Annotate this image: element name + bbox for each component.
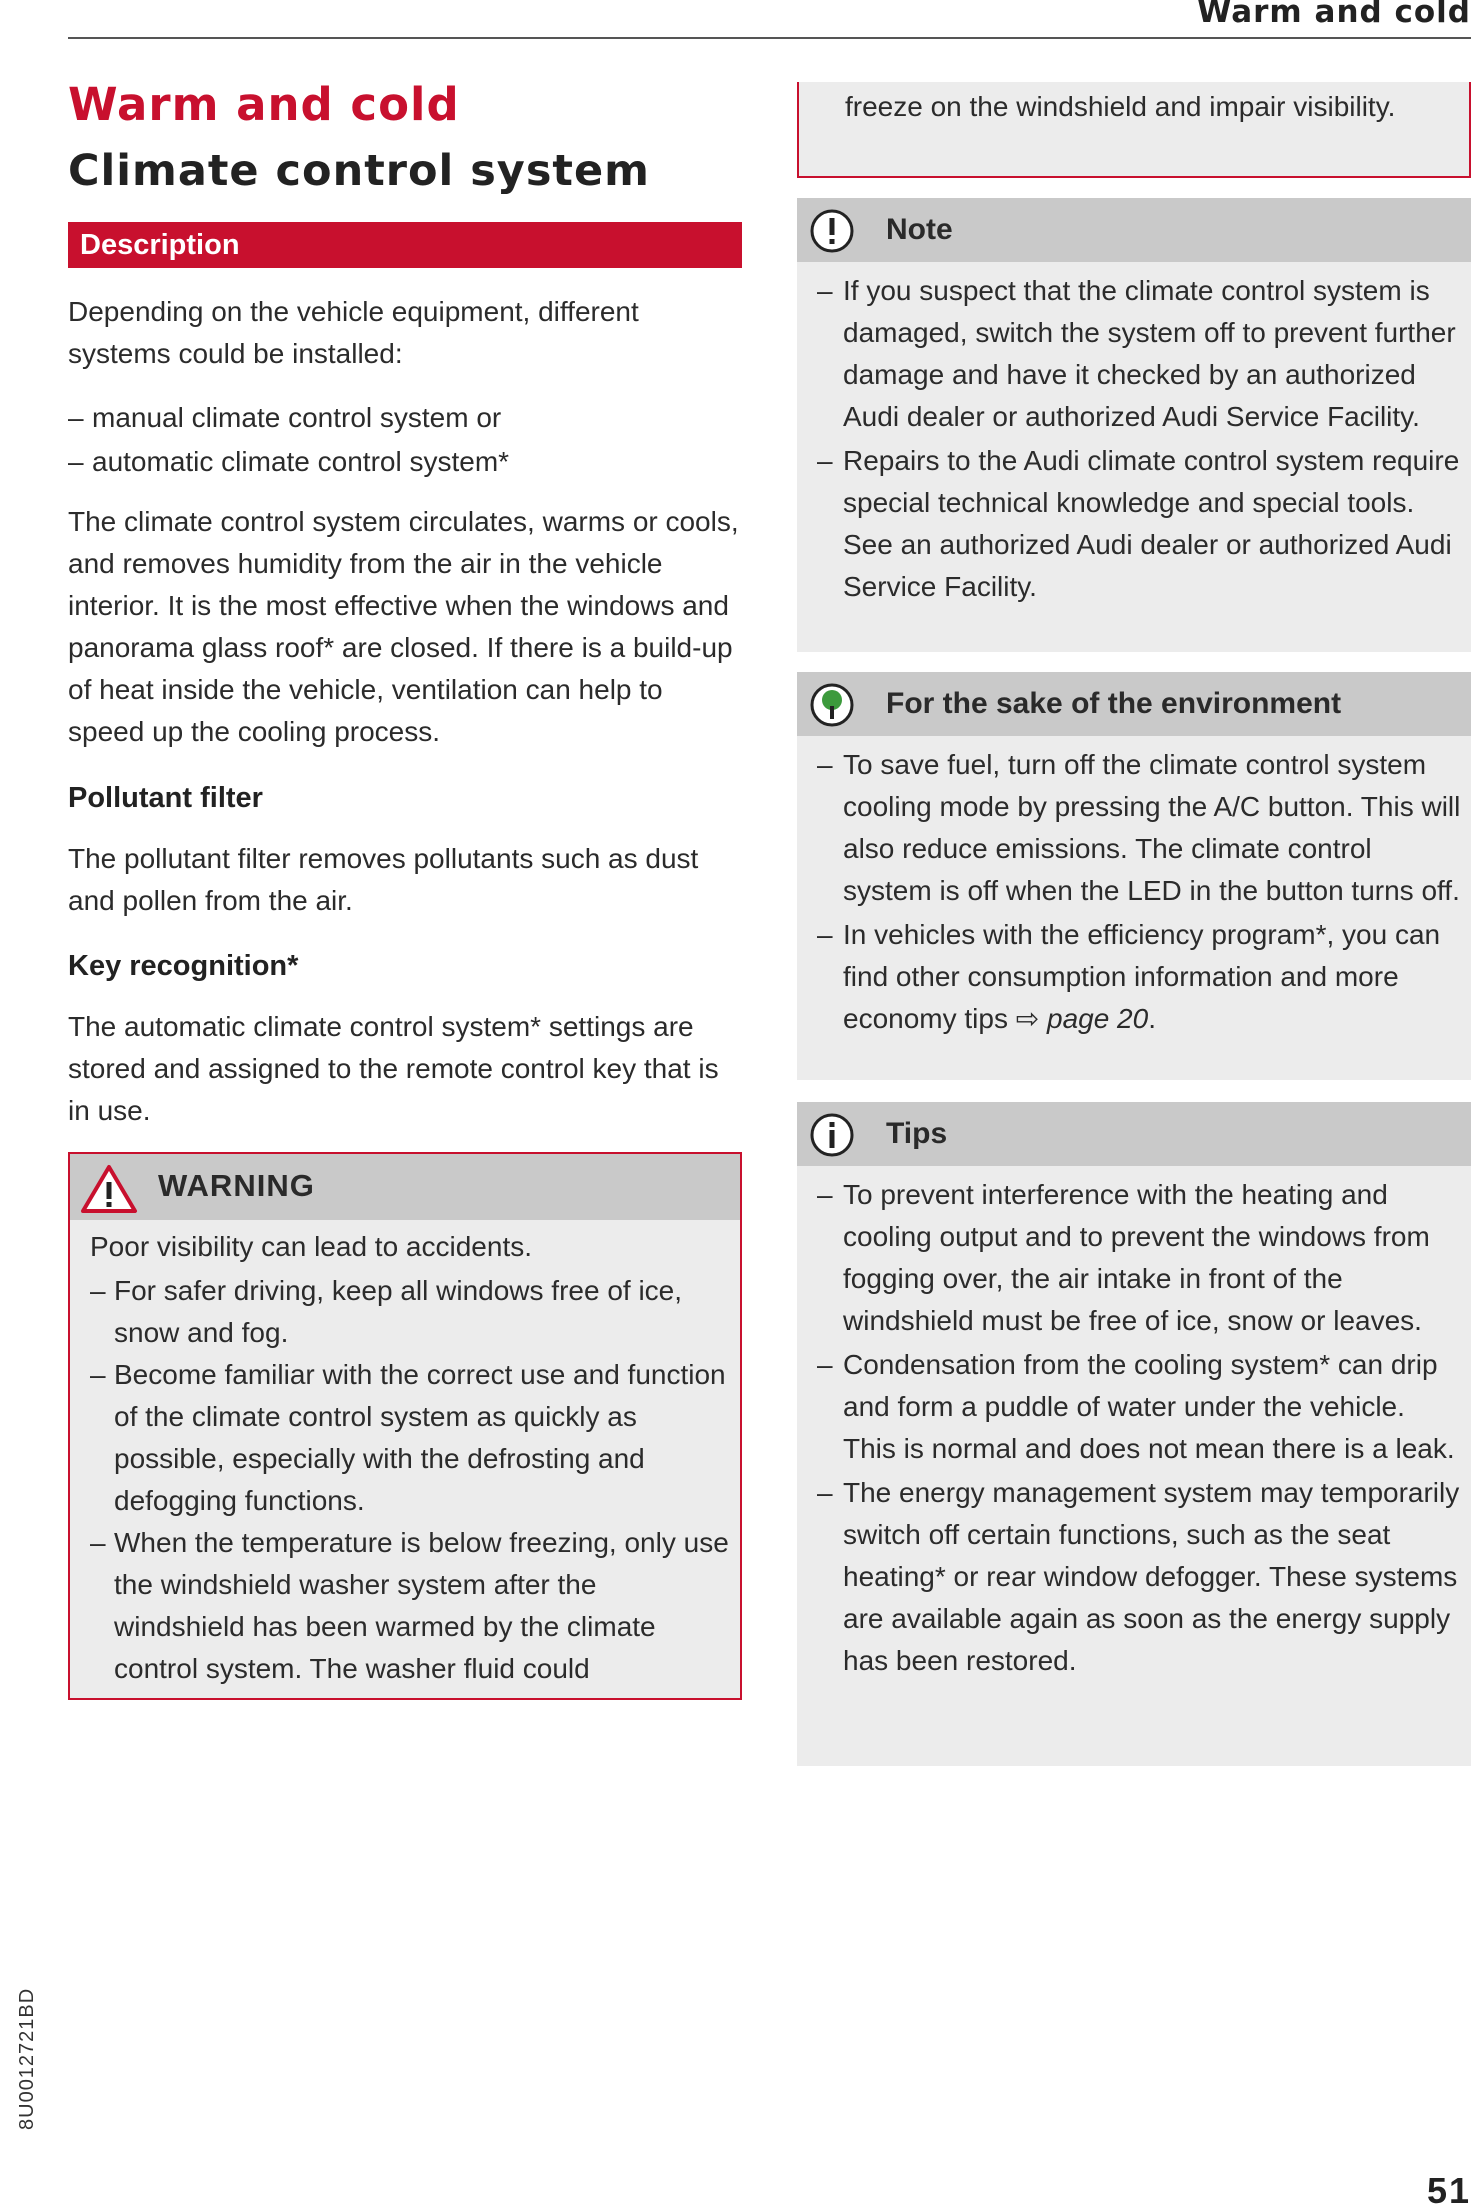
note-title: Note — [886, 213, 953, 246]
systems-list — [68, 396, 742, 484]
environment-title: For the sake of the environment — [886, 687, 1342, 720]
list-item: – Condensation from the cooling system* can drip and form a puddle of water under the vehicle. This is normal and does not mean there is a leak. — [817, 1344, 1461, 1470]
environment-tip-text: In vehicles with the efficiency program*, you can find other consumption information and more economy tips — [843, 919, 1441, 1034]
environment-tree-icon — [809, 682, 855, 728]
tips-title: Tips — [886, 1117, 948, 1150]
warning-header — [70, 1154, 740, 1220]
list-item: – The energy management system may temporarily switch off certain functions, such as the seat heating* or rear window defogger. These systems are available again as soon as the energy supply has been restored. — [817, 1472, 1461, 1682]
warning-lead: Poor visibility can lead to accidents. — [90, 1231, 532, 1262]
environment-body — [797, 736, 1471, 1052]
list-item: – For safer driving, keep all windows free of ice, snow and fog. — [90, 1270, 730, 1354]
note-header — [797, 198, 1471, 262]
list-item: – When the temperature is below freezing, only use the windshield washer system after the windshield has been warmed by the climate control system. The washer fluid could — [90, 1522, 730, 1690]
warning-list — [90, 1270, 730, 1690]
warning-continuation-box — [797, 82, 1471, 178]
section-title: Climate control system — [68, 146, 650, 196]
running-header: Warm and cold — [1197, 0, 1471, 30]
info-circle-icon — [809, 1112, 855, 1158]
environment-list — [817, 744, 1461, 1040]
list-item: – Become familiar with the correct use and function of the climate control system as quickly as possible, especially with the defrosting and defogging functions. — [90, 1354, 730, 1522]
tips-box — [797, 1102, 1471, 1766]
list-item: – To prevent interference with the heating and cooling output and to prevent the windows from fogging over, the air intake in front of the windshield must be free of ice, snow or leaves. — [817, 1174, 1461, 1342]
page-number: 51 — [1426, 2170, 1471, 2211]
exclamation-circle-icon — [809, 208, 855, 254]
document-code: 8U0012721BD — [16, 1987, 38, 2130]
warning-title: WARNING — [158, 1168, 315, 1203]
list-item: – If you suspect that the climate control system is damaged, switch the system off to prevent further damage and have it checked by an authorized Audi dealer or authorized Audi Service Facility. — [817, 270, 1461, 438]
header-rule — [68, 37, 1471, 39]
list-item: – automatic climate control system* — [68, 440, 742, 484]
list-item: – To save fuel, turn off the climate control system cooling mode by pressing the A/C button. This will also reduce emissions. The climate control system is off when the LED in the button turns off. — [817, 744, 1461, 912]
tips-list — [817, 1174, 1461, 1682]
warning-box — [68, 1152, 742, 1700]
note-list — [817, 270, 1461, 608]
environment-tip-end: . — [1148, 1003, 1156, 1034]
list-item — [817, 914, 1461, 1040]
page-reference-link[interactable]: ⇨ page 20 — [1015, 1003, 1149, 1034]
environment-box — [797, 672, 1471, 1080]
description-heading: Description — [68, 222, 742, 268]
warning-continuation: freeze on the windshield and impair visibility. — [845, 91, 1396, 122]
key-recognition-text: The automatic climate control system* settings are stored and assigned to the remote control key that is in use. — [68, 1011, 719, 1126]
pollutant-filter-heading: Pollutant filter — [68, 782, 263, 814]
list-item: – manual climate control system or — [68, 396, 742, 440]
list-item: – Repairs to the Audi climate control system require special technical knowledge and special tools. See an authorized Audi dealer or authorized Audi Service Facility. — [817, 440, 1461, 608]
description-intro: Depending on the vehicle equipment, different systems could be installed: — [68, 296, 639, 369]
description-paragraph: The climate control system circulates, warms or cools, and removes humidity from the air in the vehicle interior. It is the most effective when the windows and panorama glass roof* are closed. If there is a build-up of heat inside the vehicle, ventilation can help to speed up the cooling process. — [68, 506, 739, 747]
warning-triangle-icon — [80, 1164, 138, 1214]
tips-header — [797, 1102, 1471, 1166]
warning-body — [90, 1226, 730, 1690]
tips-body — [797, 1166, 1471, 1694]
note-body — [797, 262, 1471, 620]
note-box — [797, 198, 1471, 652]
chapter-title: Warm and cold — [68, 78, 460, 131]
environment-header — [797, 672, 1471, 736]
pollutant-filter-text: The pollutant filter removes pollutants such as dust and pollen from the air. — [68, 843, 699, 916]
key-recognition-heading: Key recognition* — [68, 950, 299, 982]
